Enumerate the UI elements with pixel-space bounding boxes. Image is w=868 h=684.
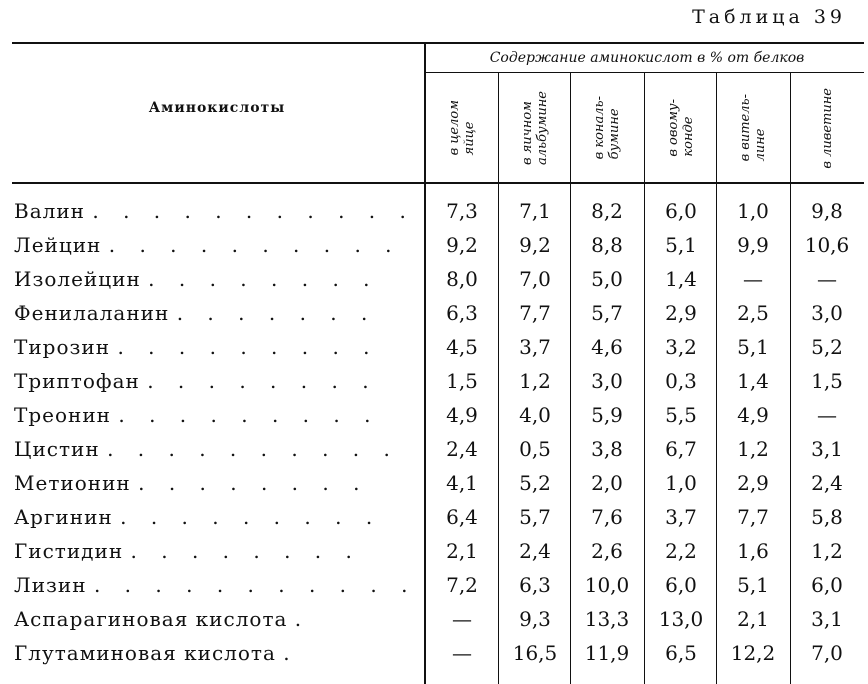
header-bottom-rule — [12, 182, 864, 184]
value-cell: 2,6 — [591, 539, 623, 563]
value-cell: 1,6 — [737, 539, 769, 563]
value-cell: 6,0 — [811, 573, 843, 597]
value-cell: 5,1 — [665, 233, 697, 257]
value-cell: 9,8 — [811, 199, 843, 223]
leader-dots: . . . . . . . . . — [117, 335, 379, 359]
amino-acid-name — [14, 636, 418, 670]
amino-acids-header: Аминокислоты — [148, 100, 286, 116]
amino-acid-label: Треонин — [14, 403, 112, 427]
amino-acid-name — [14, 534, 418, 568]
amino-acid-label: Валин — [14, 199, 85, 223]
value-cell: 7,3 — [446, 199, 478, 223]
amino-acid-name — [14, 228, 418, 262]
value-cell: 1,0 — [665, 471, 697, 495]
amino-acid-name — [14, 330, 418, 364]
value-cell: 7,0 — [811, 641, 843, 665]
leader-dots: . . . . . . . . . . — [108, 233, 401, 257]
amino-acid-label: Метионин — [14, 471, 131, 495]
value-cell: 2,0 — [591, 471, 623, 495]
value-cell: 2,1 — [446, 539, 478, 563]
amino-acid-name — [14, 296, 418, 330]
amino-acid-name — [14, 602, 418, 636]
leader-dots: . . . . . . . . — [147, 369, 378, 393]
value-cell: 8,2 — [591, 199, 623, 223]
amino-acid-name — [14, 262, 418, 296]
value-cell: 13,0 — [658, 607, 704, 631]
value-cell: 1,2 — [811, 539, 843, 563]
value-cell: — — [452, 641, 472, 665]
value-cell: 0,3 — [665, 369, 697, 393]
value-cell: 6,0 — [665, 573, 697, 597]
leader-dots: . . . . . . . . . . . — [93, 573, 417, 597]
value-cell: 11,9 — [584, 641, 630, 665]
amino-acid-label: Лизин — [14, 573, 87, 597]
amino-acid-name — [14, 364, 418, 398]
table-row — [12, 228, 864, 262]
value-cell: 7,6 — [591, 505, 623, 529]
amino-acid-table — [12, 42, 864, 684]
amino-acid-name — [14, 194, 418, 228]
amino-acid-label: Лейцин — [14, 233, 102, 257]
amino-acid-name — [14, 432, 418, 466]
amino-acid-label: Глутаминовая кислота — [14, 641, 276, 665]
table-row — [12, 262, 864, 296]
value-cell: 1,5 — [446, 369, 478, 393]
leader-dots: . . . . . . . . . . — [107, 437, 399, 461]
value-cell: 5,7 — [519, 505, 551, 529]
table-row — [12, 500, 864, 534]
value-cell: 2,9 — [665, 301, 697, 325]
col-head-label: в целом яйце — [447, 100, 477, 156]
value-cell: 2,5 — [737, 301, 769, 325]
value-cell: 7,0 — [519, 267, 551, 291]
table-row — [12, 432, 864, 466]
value-cell: 5,1 — [737, 573, 769, 597]
value-cell: 9,9 — [737, 233, 769, 257]
value-cell: 16,5 — [512, 641, 558, 665]
value-cell: 4,5 — [446, 335, 478, 359]
value-cell: 3,1 — [811, 437, 843, 461]
value-cell: 10,0 — [584, 573, 630, 597]
table-label: Таблица 39 — [692, 6, 846, 28]
value-cell: 5,7 — [591, 301, 623, 325]
value-cell: 5,2 — [811, 335, 843, 359]
value-cell: 3,0 — [591, 369, 623, 393]
value-cell: 9,3 — [519, 607, 551, 631]
value-cell: 8,8 — [591, 233, 623, 257]
leader-dots: . — [283, 641, 299, 665]
value-cell: — — [817, 403, 837, 427]
value-cell: 2,4 — [519, 539, 551, 563]
value-cell: 2,4 — [446, 437, 478, 461]
leader-dots: . . . . . . . . . — [118, 403, 380, 427]
value-cell: 2,9 — [737, 471, 769, 495]
table-row — [12, 636, 864, 670]
value-cell: 5,9 — [591, 403, 623, 427]
value-cell: 6,5 — [665, 641, 697, 665]
col-head-label: в витель- лине — [738, 94, 768, 162]
amino-acid-name — [14, 568, 418, 602]
amino-acid-label: Тирозин — [14, 335, 111, 359]
content-group-header: Содержание аминокислот в % от белков — [489, 50, 805, 66]
value-cell: 4,9 — [446, 403, 478, 427]
value-cell: 3,1 — [811, 607, 843, 631]
value-cell: 1,5 — [811, 369, 843, 393]
col-head-label: в овому- конде — [666, 99, 696, 157]
amino-acid-name — [14, 466, 418, 500]
value-cell: 5,0 — [591, 267, 623, 291]
table-row — [12, 194, 864, 228]
leader-dots: . . . . . . . — [176, 301, 377, 325]
value-cell: 5,1 — [737, 335, 769, 359]
table-row — [12, 330, 864, 364]
leader-dots: . . . . . . . . — [130, 539, 361, 563]
table-row — [12, 602, 864, 636]
col-head-label: в кональ- бумине — [592, 96, 622, 160]
group-rule — [426, 72, 864, 73]
value-cell: 13,3 — [584, 607, 630, 631]
value-cell: 6,0 — [665, 199, 697, 223]
col-head-whole-egg — [426, 76, 498, 180]
amino-acid-name — [14, 398, 418, 432]
value-cell: 9,2 — [519, 233, 551, 257]
value-cell: 1,2 — [519, 369, 551, 393]
value-cell: 2,4 — [811, 471, 843, 495]
amino-acid-label: Цистин — [14, 437, 100, 461]
leader-dots: . . . . . . . . — [148, 267, 379, 291]
value-cell: 3,0 — [811, 301, 843, 325]
value-cell: 7,2 — [446, 573, 478, 597]
col-head-livetin — [791, 76, 863, 180]
col-head-ovalbumin — [499, 76, 571, 180]
value-cell: 4,6 — [591, 335, 623, 359]
amino-acid-label: Фенилаланин — [14, 301, 170, 325]
value-cell: — — [817, 267, 837, 291]
value-cell: 5,8 — [811, 505, 843, 529]
table-row — [12, 466, 864, 500]
amino-acid-name — [14, 500, 418, 534]
value-cell: 5,5 — [665, 403, 697, 427]
leader-dots: . — [294, 607, 311, 631]
value-cell: 9,2 — [446, 233, 478, 257]
leader-dots: . . . . . . . . . . . — [92, 199, 415, 223]
value-cell: 6,3 — [446, 301, 478, 325]
value-cell: 6,3 — [519, 573, 551, 597]
amino-acid-label: Гистидин — [14, 539, 124, 563]
value-cell: 0,5 — [519, 437, 551, 461]
amino-acid-label: Триптофан — [14, 369, 140, 393]
value-cell: 1,0 — [737, 199, 769, 223]
table-row — [12, 296, 864, 330]
value-cell: 5,2 — [519, 471, 551, 495]
value-cell: 6,7 — [665, 437, 697, 461]
col-head-label: в яичном альбумине — [520, 91, 550, 165]
value-cell: 3,7 — [519, 335, 551, 359]
value-cell: — — [452, 607, 472, 631]
value-cell: 1,4 — [737, 369, 769, 393]
leader-dots: . . . . . . . . — [138, 471, 369, 495]
leader-dots: . . . . . . . . . — [120, 505, 382, 529]
value-cell: 3,7 — [665, 505, 697, 529]
value-cell: 7,7 — [737, 505, 769, 529]
value-cell: 7,7 — [519, 301, 551, 325]
value-cell: 8,0 — [446, 267, 478, 291]
value-cell: 12,2 — [730, 641, 776, 665]
col-head-vitellin — [717, 76, 789, 180]
amino-acid-label: Аспарагиновая кислота — [14, 607, 288, 631]
value-cell: 3,2 — [665, 335, 697, 359]
value-cell: 2,2 — [665, 539, 697, 563]
value-cell: 3,8 — [591, 437, 623, 461]
amino-acid-label: Аргинин — [14, 505, 113, 529]
value-cell: — — [743, 267, 763, 291]
col-head-label: в ливетине — [819, 87, 835, 169]
table-row — [12, 364, 864, 398]
table-row — [12, 534, 864, 568]
col-head-conalbumin — [571, 76, 643, 180]
value-cell: 10,6 — [804, 233, 850, 257]
col-head-ovomucoid — [645, 76, 717, 180]
value-cell: 4,0 — [519, 403, 551, 427]
value-cell: 1,4 — [665, 267, 697, 291]
value-cell: 6,4 — [446, 505, 478, 529]
value-cell: 4,1 — [446, 471, 478, 495]
table-row — [12, 398, 864, 432]
value-cell: 1,2 — [737, 437, 769, 461]
value-cell: 2,1 — [737, 607, 769, 631]
value-cell: 7,1 — [519, 199, 551, 223]
table-row — [12, 568, 864, 602]
value-cell: 4,9 — [737, 403, 769, 427]
amino-acid-label: Изолейцин — [14, 267, 141, 291]
